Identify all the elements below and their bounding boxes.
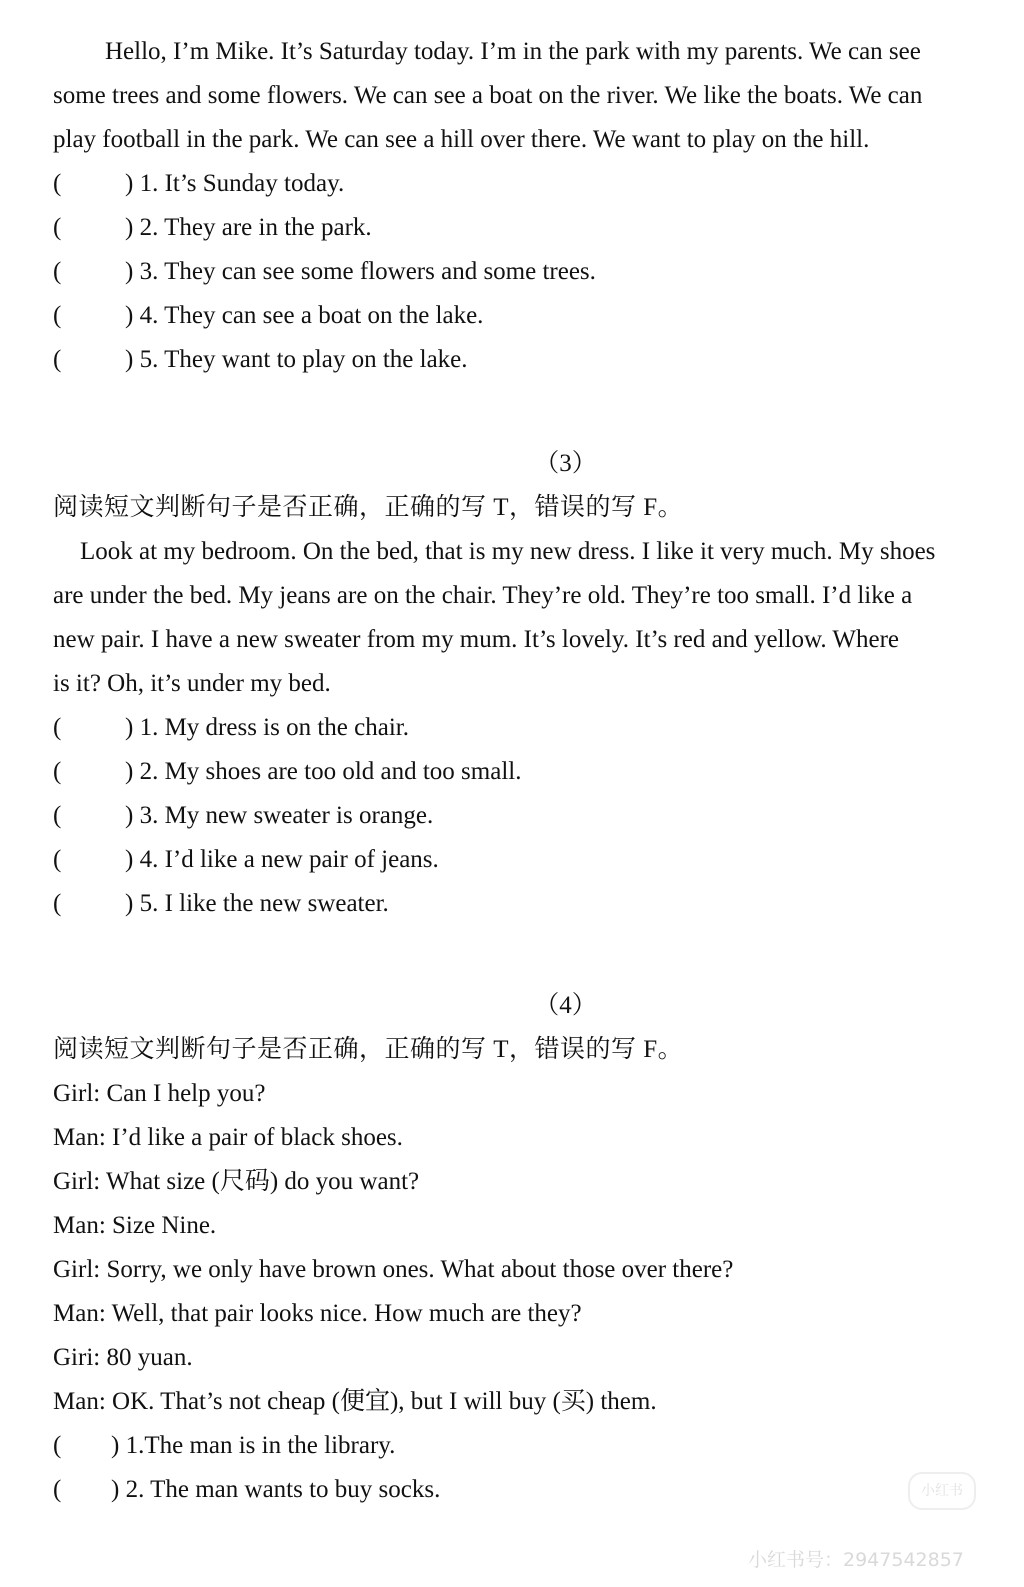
passage-line: is it? Oh, it’s under my bed. bbox=[53, 670, 331, 697]
question-text: ) 5. I like the new sweater. bbox=[125, 890, 389, 917]
passage-line: Hello, I’m Mike. It’s Saturday today. I’m in the park with my parents. We can see bbox=[105, 38, 921, 65]
answer-blank[interactable]: ( bbox=[53, 846, 62, 873]
section2-questions bbox=[53, 162, 968, 382]
answer-blank[interactable]: ( bbox=[53, 758, 62, 785]
section3-questions bbox=[53, 706, 968, 926]
answer-blank[interactable]: ( bbox=[53, 302, 62, 329]
passage-line: Look at my bedroom. On the bed, that is my new dress. I like it very much. My shoes bbox=[80, 538, 936, 565]
watermark-logo: 小红书 bbox=[908, 1472, 976, 1510]
question-text: ) 2. My shoes are too old and too small. bbox=[125, 758, 522, 785]
passage-line: new pair. I have a new sweater from my mum. It’s lovely. It’s red and yellow. Where bbox=[53, 626, 900, 653]
question-item bbox=[53, 162, 968, 206]
question-item bbox=[53, 250, 968, 294]
section-instruction: 阅读短文判断句子是否正确，正确的写 T，错误的写 F。 bbox=[53, 1036, 684, 1063]
passage-line: play football in the park. We can see a hill over there. We want to play on the hill. bbox=[53, 126, 870, 153]
section3-passage bbox=[53, 530, 968, 706]
question-item bbox=[53, 750, 968, 794]
watermark-text: 小红书号：2947542857 bbox=[748, 1549, 964, 1571]
answer-blank[interactable]: ( bbox=[53, 214, 62, 241]
dialogue-line: Man: Size Nine. bbox=[53, 1212, 217, 1239]
answer-blank[interactable]: ( bbox=[53, 802, 62, 829]
dialogue-line: Girl: Sorry, we only have brown ones. What about those over there? bbox=[53, 1256, 734, 1283]
question-text: ) 1.The man is in the library. bbox=[111, 1432, 396, 1459]
question-item bbox=[53, 294, 968, 338]
dialogue-line: Man: I’d like a pair of black shoes. bbox=[53, 1124, 403, 1151]
answer-blank[interactable]: ( bbox=[53, 258, 62, 285]
question-text: ) 1. It’s Sunday today. bbox=[125, 170, 345, 197]
section-instruction: 阅读短文判断句子是否正确，正确的写 T，错误的写 F。 bbox=[53, 494, 684, 521]
answer-blank[interactable]: ( bbox=[53, 1432, 62, 1459]
dialogue-line: Girl: Can I help you? bbox=[53, 1080, 266, 1107]
dialogue-line: Girl: What size (尺码) do you want? bbox=[53, 1168, 420, 1195]
question-item bbox=[53, 882, 968, 926]
question-item bbox=[53, 706, 968, 750]
section4-dialogue bbox=[53, 1072, 968, 1424]
question-text: ) 3. My new sweater is orange. bbox=[125, 802, 434, 829]
answer-blank[interactable]: ( bbox=[53, 346, 62, 373]
answer-blank[interactable]: ( bbox=[53, 170, 62, 197]
question-text: ) 2. They are in the park. bbox=[125, 214, 372, 241]
dialogue-line: Man: Well, that pair looks nice. How much are they? bbox=[53, 1300, 582, 1327]
question-text: ) 5. They want to play on the lake. bbox=[125, 346, 468, 373]
answer-blank[interactable]: ( bbox=[53, 714, 62, 741]
worksheet-page bbox=[53, 30, 968, 1512]
answer-blank[interactable]: ( bbox=[53, 890, 62, 917]
question-item bbox=[53, 794, 968, 838]
question-item bbox=[53, 1424, 968, 1468]
question-text: ) 4. I’d like a new pair of jeans. bbox=[125, 846, 439, 873]
section2-passage bbox=[53, 30, 968, 162]
spacer bbox=[53, 382, 968, 442]
dialogue-line: Man: OK. That’s not cheap (便宜), but I will buy (买) them. bbox=[53, 1388, 657, 1415]
question-item bbox=[53, 338, 968, 382]
section4-questions bbox=[53, 1424, 968, 1512]
dialogue-line: Giri: 80 yuan. bbox=[53, 1344, 193, 1371]
passage-line: are under the bed. My jeans are on the chair. They’re old. They’re too small. I’d like a bbox=[53, 582, 913, 609]
question-text: ) 4. They can see a boat on the lake. bbox=[125, 302, 484, 329]
question-text: ) 3. They can see some flowers and some trees. bbox=[125, 258, 596, 285]
question-text: ) 2. The man wants to buy socks. bbox=[111, 1476, 441, 1503]
question-item bbox=[53, 838, 968, 882]
section-number: （4） bbox=[534, 992, 597, 1019]
section-number: （3） bbox=[534, 450, 597, 477]
question-text: ) 1. My dress is on the chair. bbox=[125, 714, 409, 741]
question-item bbox=[53, 1468, 968, 1512]
question-item bbox=[53, 206, 968, 250]
passage-line: some trees and some flowers. We can see a boat on the river. We like the boats. We can bbox=[53, 82, 923, 109]
spacer bbox=[53, 926, 968, 984]
answer-blank[interactable]: ( bbox=[53, 1476, 62, 1503]
